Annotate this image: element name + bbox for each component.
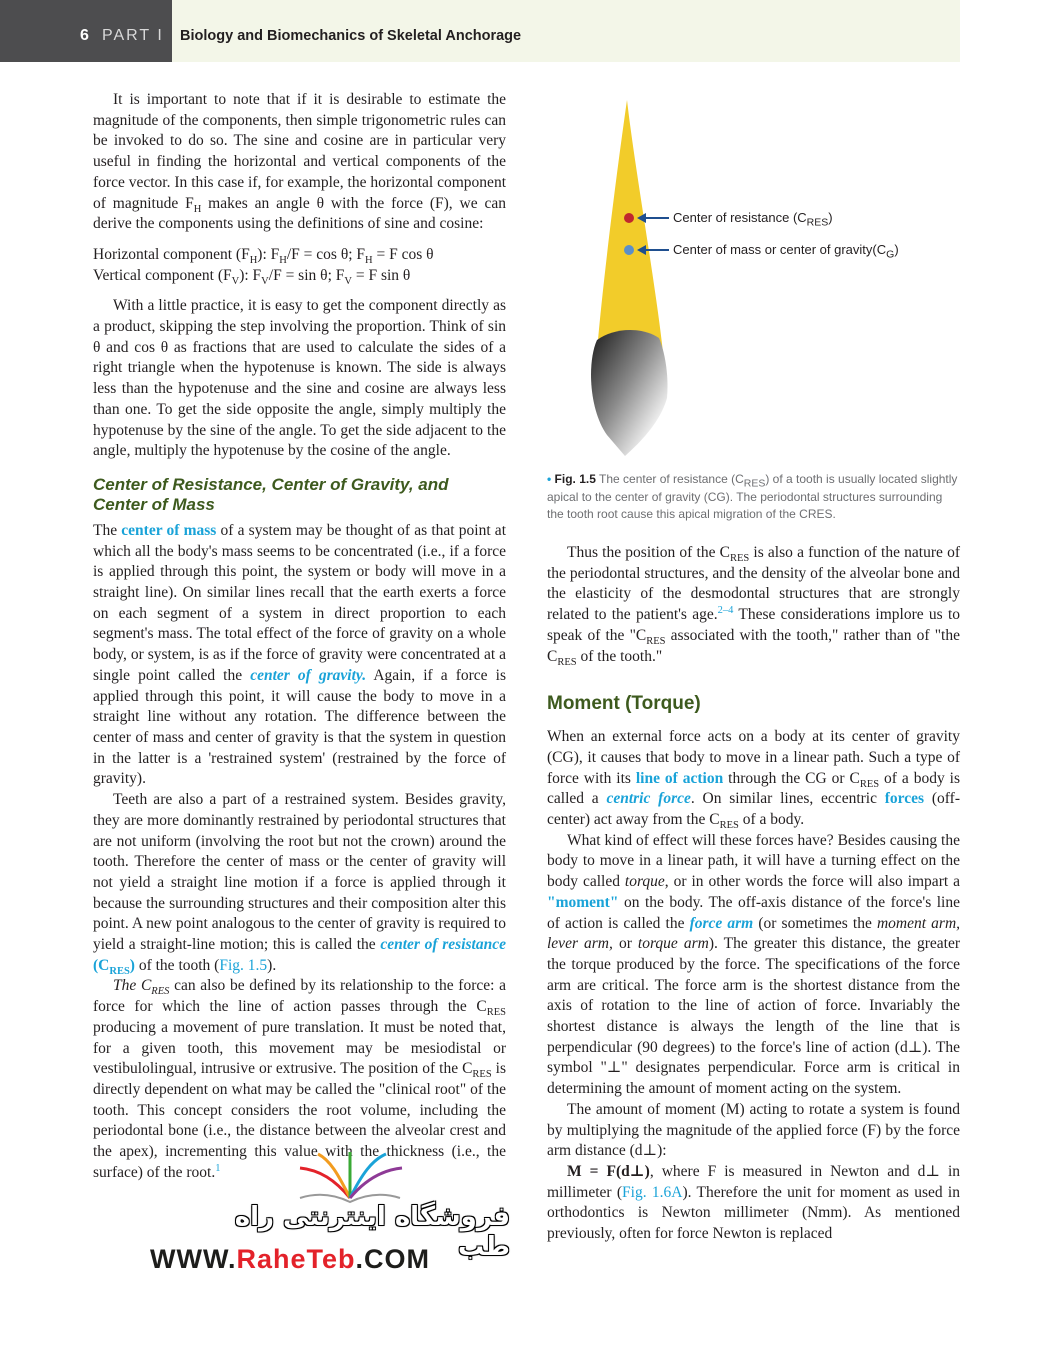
book-logo-icon bbox=[150, 1150, 510, 1210]
tooth-crown bbox=[591, 330, 668, 456]
paragraph: When an external force acts on a body at its center of gravity (CG), it causes that body to move in a linear path. Such a type of force with its line of action through the CG or $C_{RES}$ of a body is called a centric force. On similar lines, eccentric forces (off-center) act away from the $C_{RES}$ of a body. bbox=[547, 728, 960, 832]
figure-1-5 bbox=[547, 90, 960, 530]
center-of-gravity-dot bbox=[624, 245, 634, 255]
citation-link[interactable]: 1 bbox=[215, 1162, 221, 1174]
term-force-arm: force arm bbox=[689, 914, 754, 932]
term-centric-force: centric force bbox=[606, 790, 691, 808]
figure-reference-link[interactable]: Fig. 1.5 bbox=[219, 956, 268, 974]
part-label: PART I bbox=[102, 27, 164, 44]
tooth-illustration bbox=[547, 90, 960, 530]
term-center-of-gravity: center of gravity. bbox=[250, 666, 367, 684]
figure-caption: • Fig. 1.5 The center of resistance $(C_{RES})$ of a tooth is usually located slightly apical to the center of gravity (CG). The periodontal structures surrounding the tooth root cause this apical migration of the CRES. bbox=[547, 472, 958, 521]
watermark-store-name: فروشگاه اینترنتی راه طب bbox=[234, 1202, 510, 1262]
section-heading-center-of-resistance: Center of Resistance, Center of Gravity, and Center of Mass bbox=[93, 474, 449, 514]
paragraph: The amount of moment (M) acting to rotate a system is found by multiplying the magnitude of the applied force (F) by the force arm distance (d⊥): bbox=[547, 1100, 960, 1160]
left-column bbox=[93, 90, 506, 1183]
term-center-of-resistance: center of resistance bbox=[380, 936, 506, 954]
equation-vertical: Vertical component $(F_V)$: $F_V/F = \sin \theta$; $F_V = F$ sin θ bbox=[93, 266, 411, 287]
term-center-of-mass: center of mass bbox=[121, 521, 217, 539]
paragraph: What kind of effect will these forces have? Besides causing the body to move in a linear path, it will have a turning effect on the body called torque, or in other words the force will also impart a "moment" on the body. The off-axis distance of the force's line of action is called the force arm (or sometimes the moment arm, lever arm, or torque arm). The greater this distance, the greater the torque produced by the force. The specifications of the force arm are critical. The force arm is the shortest distance from the axis of rotation to the line of action of force. Invariably the shortest distance is always the length of the line that is perpendicular (90 degrees) to the force's line of action (d⊥). The symbol "⊥" designates perpendicular. Force arm is critical in determining the amount of moment acting on the system. bbox=[547, 831, 961, 1098]
citation-link[interactable]: 2–4 bbox=[717, 604, 734, 616]
label-center-of-gravity: Center of mass or center of $gravity(C_G)$ bbox=[673, 242, 899, 261]
paragraph: Teeth are also a part of a restrained system. Besides gravity, they are more dominantly restrained by periodontal structures that are not uniform (involving the root but not the crown) around the tooth. Therefore the center of mass or the center of gravity will not yield a straight line motion if a force is applied through it because the surrounding structures and their composition alter this point. A new point analogous to the center of gravity is required to yield a straight-line motion; this is called the center of resistance $(C_{RES})$ of the tooth (Fig. 1.5). bbox=[93, 791, 506, 977]
term-moment: "moment" bbox=[547, 893, 619, 911]
term-forces: forces bbox=[884, 790, 925, 808]
running-header bbox=[0, 0, 960, 62]
equation-horizontal: Horizontal component $(F_H)$: $F_H/F = \cos \theta$; $F_H = F$ cos θ Vertical component $(F_V)$: $F_V/F = \sin \theta$; $F_V = F$ sin θ bbox=[93, 245, 434, 287]
figure-reference-link[interactable]: Fig. 1.6A bbox=[622, 1183, 683, 1201]
paragraph: M = F(d⊥), where F is measured in Newton and d⊥ in millimeter (Fig. 1.6A). Therefore the unit for moment as used in orthodontics is Newton millimeter (Nmm). As mentioned previously, often for force Newton is replaced bbox=[547, 1162, 960, 1243]
label-center-of-resistance: Center of resistance $(C_{RES})$ bbox=[673, 210, 833, 229]
watermark bbox=[150, 1150, 510, 1280]
watermark-url: WWW.RaheTeb.COM bbox=[150, 1244, 430, 1274]
paragraph: The $C_{RES}$ can also be defined by its relationship to the force: a force for which the line of action passes through the $C_{RES}$ producing a movement of pure translation. It must be noted that, for a given tooth, this movement may be mesiodistal or vestibulolingual, intrusive or extrusive. The position of the $C_{RES}$ is directly dependent on what may be called the "clinical root" of the tooth. This concept considers the root volume, including the periodontal bone (i.e., the distance between the alveolar crest and the apex), incrementing this value with the thickness (i.e., the surface) of the root.$^1$ bbox=[93, 977, 506, 1181]
page-number: 6 bbox=[80, 27, 89, 44]
term-line-of-action: line of action bbox=[635, 769, 724, 787]
paragraph: Thus the position of the $C_{RES}$ is also a function of the nature of the periodontal structures, and the density of the alveolar bone and the elasticity of the desmodontal structures that are strongly related to the patient's age.$^{2-4}$ These considerations implore us to speak of the "$C_{RES}$ associated with the tooth," rather than of "the $C_{RES}$ of the tooth." bbox=[547, 544, 960, 668]
right-column bbox=[547, 543, 960, 1245]
paragraph: It is important to note that if it is desirable to estimate the magnitude of the components, then simple trigonometric rules can be invoked to do so. The sine and cosine are in particular very useful in finding the horizontal and vertical components of the force vector. In this case if, for example, the horizontal component of magnitude $F_H$ makes an angle θ with the force (F), we can derive the components using the definitions of sine and cosine: bbox=[93, 91, 506, 233]
section-heading-moment: Moment (Torque) bbox=[547, 693, 701, 715]
tooth-root bbox=[597, 100, 663, 352]
chapter-title: Biology and Biomechanics of Skeletal Anchorage bbox=[180, 28, 522, 44]
moment-formula: M = F(d⊥) bbox=[567, 1162, 650, 1180]
center-of-resistance-dot bbox=[624, 213, 634, 223]
paragraph: With a little practice, it is easy to get the component directly as a product, skipping the step involving the proportion. Think of sin θ and cos θ as fractions that are used to calculate the sides of a right triangle when the hypotenuse is known. The side is always less than the hypotenuse and the sine and cosine are always less than one. To get the side opposite the angle, simply multiply the hypotenuse by the sine of the angle. To get the side adjacent to the angle, multiply the hypotenuse by the cosine of the angle. bbox=[93, 297, 506, 460]
paragraph: The center of mass of a system may be thought of as that point at which all the body's mass seems to be concentrated (i.e., if a force is applied through this point, the system or body will move in a straight line). On similar lines recall that the earth exerts a force on each segment of a system in direct proportion to each segment's mass. The total effect of the force of gravity on a whole body, or system, is as if the force of gravity were concentrated at a single point called the center of gravity. Again, if a force is applied through this point, it will cause the body to move in a straight line without any rotation. The difference between the center of mass and center of gravity is that the system in question in the latter is a 'restrained system' (restrained by the force of gravity). bbox=[93, 521, 506, 788]
